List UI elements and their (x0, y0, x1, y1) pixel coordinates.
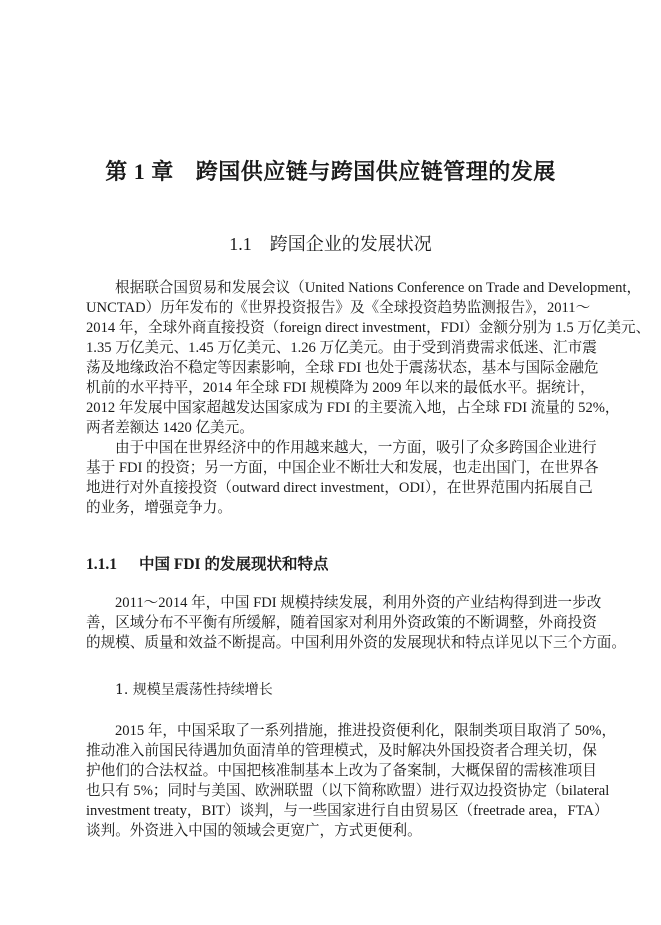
chapter-title (0, 155, 661, 186)
section-title: 跨国企业的发展状况 (269, 234, 432, 254)
text-line: 机前的水平持平，2014 年全球 FDI 规模降为 2009 年以来的最低水平。据统计， (86, 380, 595, 396)
chapter-number: 第 1 章 (105, 159, 174, 184)
text-line: 由于中国在世界经济中的作用越来越大，一方面，吸引了众多跨国企业进行 (115, 440, 597, 456)
text-line: 推动准入前国民待遇加负面清单的管理模式，及时解决外国投资者合理关切，保 (86, 743, 597, 759)
text-line: 善，区域分布不平衡有所缓解，随着国家对利用外资政策的不断调整，外商投资 (86, 615, 597, 631)
paragraph-intro-1 (86, 278, 651, 518)
text-line: investment treaty，BIT）谈判，与一些国家进行自由贸易区（freetrade area，FTA） (86, 803, 609, 819)
paragraph-item (86, 721, 617, 841)
text-line: 护他们的合法权益。中国把核准制基本上改为了备案制，大概保留的需核准项目 (86, 763, 597, 779)
text-line: 2011～2014 年，中国 FDI 规模持续发展，利用外资的产业结构得到进一步改 (115, 595, 602, 611)
text-line: 基于 FDI 的投资；另一方面，中国企业不断壮大和发展，也走出国门，在世界各 (86, 460, 599, 476)
item-title: 规模呈震荡性持续增长 (132, 682, 273, 698)
paragraph-subsection (86, 593, 626, 653)
subsection-title: 中国 FDI 的发展现状和特点 (139, 556, 329, 573)
item-number: 1. (115, 682, 129, 698)
text-line: 的规模、质量和效益不断提高。中国利用外资的发展现状和特点详见以下三个方面。 (86, 635, 626, 651)
text-line: 地进行对外直接投资（outward direct investment，ODI），在世界范围内拓展自己 (86, 480, 593, 496)
text-line: 1.35 万亿美元、1.45 万亿美元、1.26 万亿美元。由于受到消费需求低迷、汇市震 (86, 340, 597, 356)
text-line: 2012 年发展中国家超越发达国家成为 FDI 的主要流入地，占全球 FDI 流量的 52%， (86, 400, 620, 416)
subsection-number: 1.1.1 (86, 556, 117, 573)
chapter-title-text: 跨国供应链与跨国供应链管理的发展 (195, 159, 556, 184)
text-line: 2014 年，全球外商直接投资（foreign direct investment，FDI）金额分别为 1.5 万亿美元、 (86, 320, 651, 336)
section-heading (0, 230, 661, 256)
text-line: 也只有 5%；同时与美国、欧洲联盟（以下简称欧盟）进行双边投资协定（bilateral (86, 783, 610, 799)
section-number: 1.1 (229, 234, 252, 254)
text-line: UNCTAD）历年发布的《世界投资报告》及《全球投资趋势监测报告》，2011～ (86, 300, 591, 316)
text-line: 两者差额达 1420 亿美元。 (86, 420, 254, 436)
item-heading (115, 679, 273, 699)
text-line: 2015 年，中国采取了一系列措施，推进投资便利化，限制类项目取消了 50%， (115, 723, 617, 739)
subsection-heading (86, 552, 328, 574)
text-line: 荡及地缘政治不稳定等因素影响，全球 FDI 也处于震荡状态，基本与国际金融危 (86, 360, 599, 376)
text-line: 谈判。外资进入中国的领域会更宽广，方式更便利。 (86, 823, 422, 839)
text-line: 的业务，增强竞争力。 (86, 500, 232, 516)
text-line: 根据联合国贸易和发展会议（United Nations Conference on Trade and Development， (115, 280, 642, 296)
